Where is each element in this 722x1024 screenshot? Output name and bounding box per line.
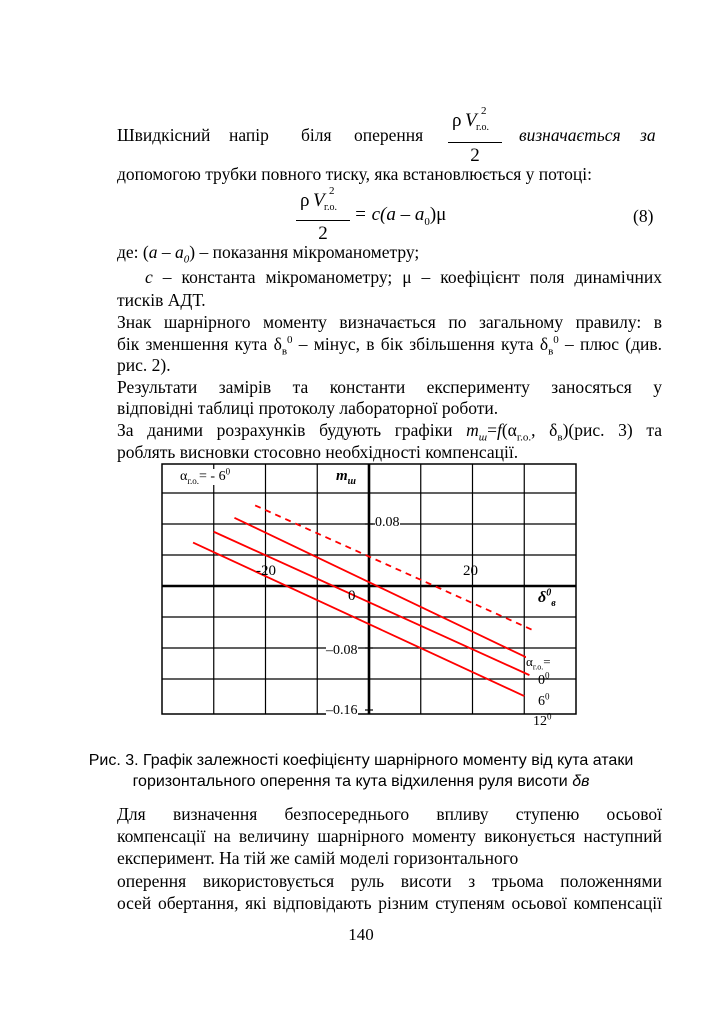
p1-word3: біля [301,125,332,145]
figure-caption-line2 [60,772,662,792]
rho-symbol: ρ [452,110,462,131]
chart-xtick-0: 0 [348,588,356,604]
where-rest: ) – показання мікроманометру; [189,242,420,262]
p2-l2-sup2: 0 [553,334,559,347]
chart-xaxis-label [538,587,556,610]
series-label-12-sup: 0 [547,711,552,722]
p4-e: )(рис. 3) та [562,420,663,440]
chart-xtick-neg20: -20 [256,563,276,579]
series-label-12 [533,711,552,729]
m-label-sub: ш [347,476,357,487]
p4-a: За даними розрахунків будують графіки [117,420,467,440]
series-label-6 [538,691,550,709]
paragraph5-line3: експеримент. На тій же самій моделі горизонтального [117,848,519,868]
v-symbol: V [465,110,477,131]
paragraph4-line1 [117,419,663,444]
paragraph2-line3: рис. 2). [117,355,171,375]
chart-ytick-neg0.16: –0.16 [326,703,358,718]
delta-label: δ [538,589,547,606]
p2-l2-sup: 0 [287,334,293,347]
p1-word6: за [640,125,656,145]
caption-line2-delta: δв [572,773,590,790]
m-label-text: m [336,468,348,484]
series-label-0-text: 0 [538,673,545,688]
p2-l2-a: бік зменшення кута δ [117,334,282,354]
formula8-v: V [313,190,325,211]
legend-alpha: α [526,654,533,669]
p4-d: , δ [531,420,558,440]
legend-eq: = [543,654,551,669]
top-label-sup: 0 [225,466,231,477]
paragraph4-line2: роблять висновки стосовно необхідності компенсації. [117,442,519,462]
where-a: a [148,242,158,262]
delta-sub: в [551,598,556,610]
v-sub: г.о. [476,122,489,133]
where-prefix: де: ( [117,242,149,262]
formula8-rhs [354,204,446,226]
p1-word5: визначається [519,125,621,145]
formula8-bar [296,220,350,221]
chart-m-label [336,468,357,487]
p2-l2-c: – плюс (див. [558,334,662,354]
caption-line2-text: горизонтального оперення та кута відхилення руля висоти [132,773,573,790]
chart-top-label [180,466,231,486]
paragraph1-line1 [117,124,662,148]
figure-caption-line1: Рис. 3. Графік залежності коефіцієнту шарнірного моменту від кута атаки [88,752,634,769]
formula8-rhs-end: )μ [429,204,447,225]
where-line3: тисків АДТ. [117,290,206,310]
where-line2-rest: – константа мікроманометру; μ – коефіцієнт поля динамічних [152,267,662,287]
inline-fraction-numerator [448,105,502,133]
paragraph5-line4: оперення використовується руль висоти з трьома положеннями [117,871,662,891]
p1-word1: Швидкісний [117,125,211,145]
series-line-alpha-0 [234,518,529,659]
formula8-denominator: 2 [318,223,328,244]
chart-ytick-0.08: 0.08 [375,515,400,530]
p1-word4: оперення [354,125,424,145]
where-line2 [145,266,662,288]
p2-l2-sub2: в [548,345,554,358]
series-label-0-sup: 0 [545,670,550,681]
p4-c: (α [501,420,517,440]
chart-ytick-neg0.08: –0.08 [326,643,358,658]
inline-fraction-bar [448,142,502,143]
top-label-sub: г.о. [187,475,200,486]
legend-sub: г.о. [532,662,544,672]
where-dash: – [157,242,175,262]
p4-eq: = [487,420,497,440]
series-line-alpha-6 [214,532,530,675]
chart-svg [160,462,580,738]
series-label-12-text: 12 [533,714,547,729]
formula8-fraction [296,185,350,245]
p4-csub: г.о. [516,431,532,444]
where-a0: a [175,242,184,262]
p2-l2-sub: в [281,345,288,358]
chart-axes [162,464,576,714]
paragraph3-line2: відповідні таблиці протоколу лабораторної роботи. [117,398,499,418]
where-line1 [117,241,662,266]
hinge-moment-chart [160,462,580,738]
top-label-value: = - 6 [199,469,226,484]
paragraph2-line2 [117,333,662,358]
formula8-v-sub: г.о. [324,202,337,213]
formula8-v-sup: 2 [329,185,335,197]
formula8-rhs-sub: 0 [424,215,430,228]
delta-sup: 0 [546,587,552,599]
paragraph5-line5: осей обертання, які відповідають різним ступеням осьової компенсації [117,893,662,913]
paragraph5-line1: Для визначення безпосереднього впливу ступеню осьової [117,804,662,824]
p4-f: f [496,420,502,440]
formula8-rhs-text: = c(a – a [354,204,425,225]
chart-xtick-20: 20 [463,563,478,579]
page-number: 140 [348,925,374,944]
series-label-0 [538,670,550,688]
p4-dsub: в [557,431,563,444]
inline-fraction [448,105,502,167]
p4-m: m [466,420,479,440]
p1-word2: напір [229,125,269,145]
v-sup: 2 [481,105,487,117]
chart-legend-title [526,654,551,672]
inline-fraction-denominator: 2 [470,145,480,166]
where-a0-sub: 0 [183,253,190,266]
chart-series [193,505,535,696]
where-c: c [145,267,153,287]
p2-l2-b: – мінус, в бік збільшення кута δ [292,334,549,354]
paragraph3-line1: Результати замірів та константи експерименту заносяться у [117,377,662,397]
paragraph5-line2: компенсації на величину шарнірного моменту виконується наступний [117,826,662,846]
formula8-number: (8) [633,206,654,226]
series-label-6-sup: 0 [545,691,550,702]
formula8-rho: ρ [300,190,310,211]
series-label-6-text: 6 [538,694,545,709]
top-label-alpha: α [180,469,188,484]
p4-msub: ш [478,431,488,444]
paragraph1-line2: допомогою трубки повного тиску, яка встановлюється у потоці: [117,164,592,184]
formula8-numerator [296,185,350,213]
paragraph2-line1: Знак шарнірного моменту визначається по загальному правилу: в [117,312,662,332]
